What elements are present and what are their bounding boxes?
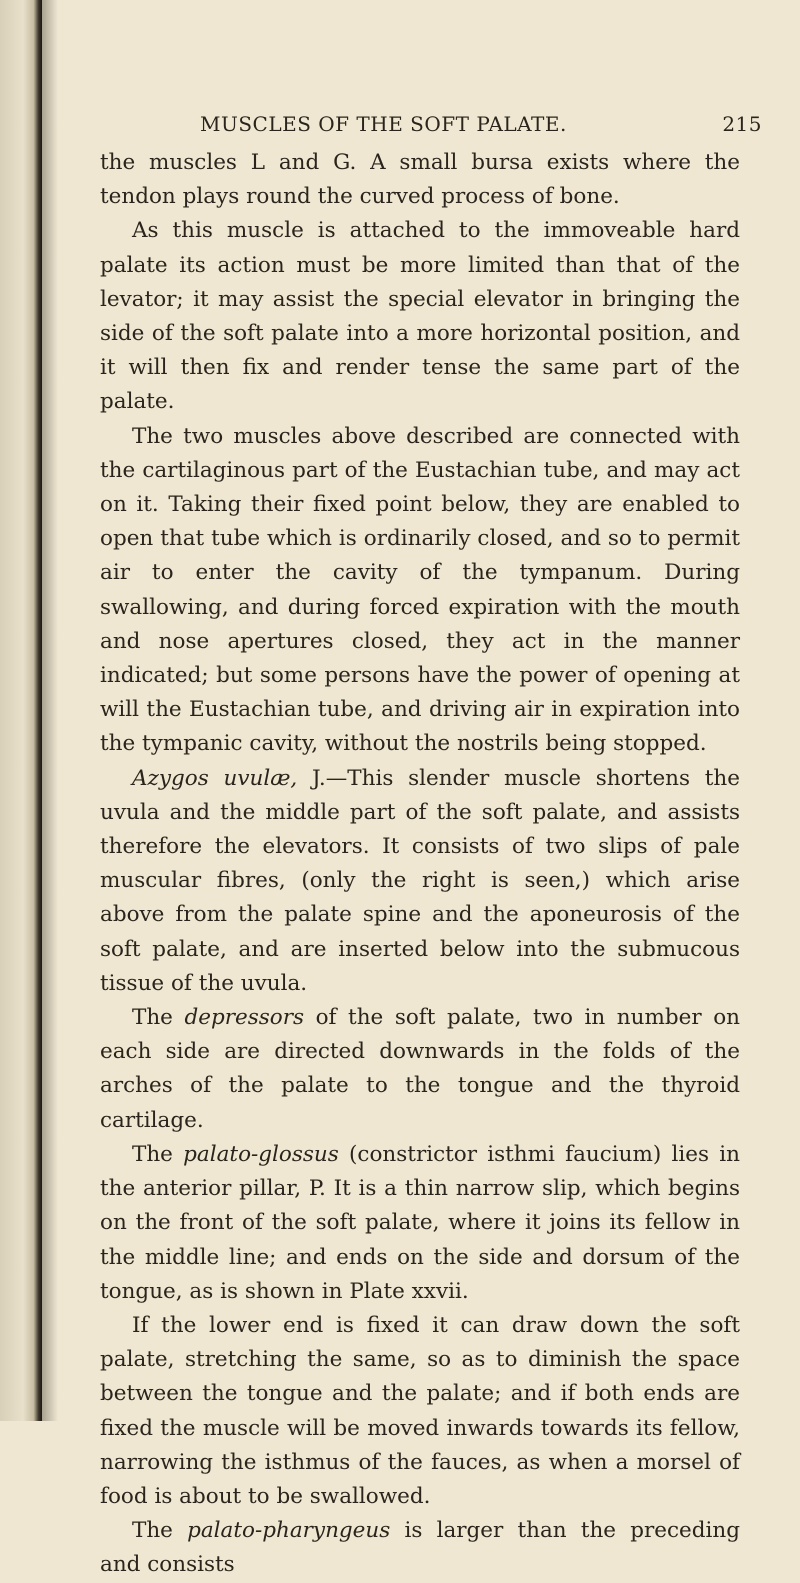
page-number: 215 <box>722 112 762 136</box>
paragraph-3: The two muscles above described are connected with the cartilaginous part of the Eustachian tube, and may act on it. Taking their fixed point below, they are enabled to open that tube which is ordinarily closed, and so to permit air to enter the cavity of the tympanum. During swallowing, and during forced expiration with the mouth and nose apertures closed, they act in the manner indicated; but some persons have the power of opening at will the Eustachian tube, and driving air in expiration into the tympanic cavity, without the nostrils being stopped. <box>100 423 740 757</box>
term-azygos: Azygos uvulæ, <box>132 765 298 791</box>
paragraph-azygos: Azygos uvulæ, J.—This slender muscle shortens the uvula and the middle part of the soft palate, and assists therefore the elevators. It consists of two slips of pale muscular fibres, (only the right is seen,) which arise above from the palate spine and the aponeurosis of the soft palate, and are inserted below into the submucous tissue of the uvula. <box>100 765 740 996</box>
running-header <box>100 112 762 146</box>
paragraph-2: As this muscle is attached to the immoveable hard palate its action must be more limited than that of the levator; it may assist the special elevator in bringing the side of the soft palate into a more horizontal position, and it will then fix and render tense the same part of the palate. <box>100 218 740 415</box>
book-gutter <box>0 0 42 1421</box>
paragraph-palato-glossus: The palato-glossus (constrictor isthmi faucium) lies in the anterior pillar, P. It is a thin narrow slip, which begins on the front of the soft palate, where it joins its fellow in the middle line; and ends on the side and dorsum of the tongue, as is shown in Plate xxvii. <box>100 1141 740 1304</box>
gutter-shadow <box>42 0 58 1421</box>
body-text <box>100 146 740 1583</box>
book-page <box>100 112 762 1583</box>
paragraph-depressors: The depressors of the soft palate, two in number on each side are directed downwards in the folds of the arches of the palate to the tongue and the thyroid cartilage. <box>100 1005 740 1133</box>
term-palato-pharyngeus: palato-pharyngeus <box>187 1518 391 1544</box>
term-depressors: depressors <box>184 1005 305 1031</box>
paragraph-lower-end: If the lower end is fixed it can draw down the soft palate, stretching the same, so as to diminish the space between the tongue and the palate; and if both ends are fixed the muscle will be moved inwards towards its fellow, narrowing the isthmus of the fauces, as when a morsel of food is about to be swallowed. <box>100 1312 740 1509</box>
paragraph-1: the muscles L and G. A small bursa exists where the tendon plays round the curved process of bone. <box>100 150 740 210</box>
running-title: MUSCLES OF THE SOFT PALATE. <box>200 112 567 136</box>
term-palato-glossus: palato-glossus <box>183 1141 339 1167</box>
paragraph-palato-pharyngeus: The palato-pharyngeus is larger than the preceding and consists <box>100 1518 740 1578</box>
